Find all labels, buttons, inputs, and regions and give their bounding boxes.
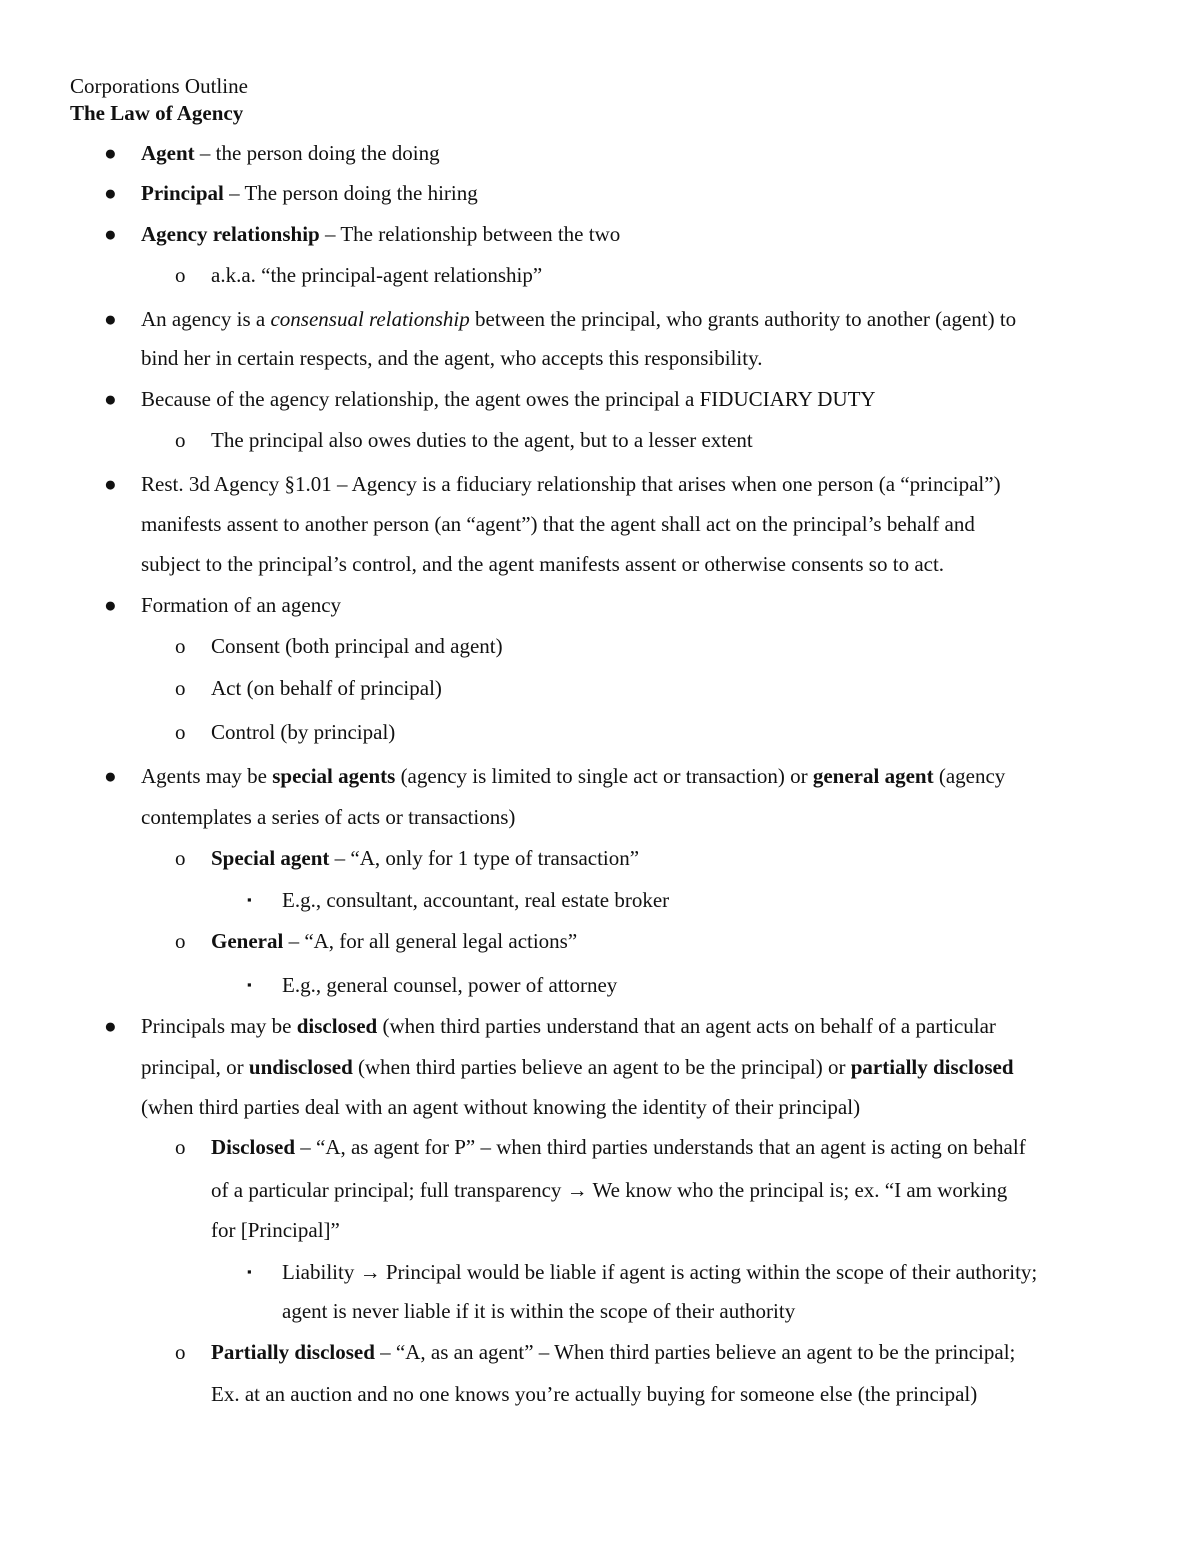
list-item-fiduciary: Because of the agency relationship, the agent owes the principal a FIDUCIARY DUTY — [141, 387, 876, 411]
term: Agent — [141, 141, 195, 165]
list-item-consensual — [141, 299, 1016, 339]
circle-marker: o — [175, 263, 186, 287]
definition: – “A, as an agent” – When third parties believe an agent to be the principal; — [374, 1340, 1016, 1364]
term: Principal — [141, 181, 224, 205]
circle-marker: o — [175, 1135, 186, 1159]
text-run: (when third parties believe an agent to be the principal) or — [352, 1055, 851, 1079]
list-item-general — [211, 921, 577, 961]
term: General — [211, 929, 284, 953]
text-run: between the principal, who grants authority to another (agent) to — [469, 307, 1017, 331]
circle-marker: o — [175, 1340, 186, 1364]
list-item-restatement-line1: Rest. 3d Agency §1.01 – Agency is a fiduciary relationship that arises when one person (a “principal”) — [141, 472, 1001, 496]
document-subtitle: Corporations Outline — [70, 74, 248, 98]
list-item-agent-types — [141, 756, 1005, 796]
bullet-marker: ● — [104, 387, 117, 411]
term: disclosed — [296, 1014, 378, 1038]
term: Disclosed — [211, 1135, 295, 1159]
list-item-aka: a.k.a. “the principal-agent relationship” — [211, 263, 543, 287]
list-item-disclosed-line2: of a particular principal; full transparency → We know who the principal is; ex. “I am working — [211, 1178, 1008, 1202]
bullet-marker: ● — [104, 593, 117, 617]
bullet-marker: ● — [104, 472, 117, 496]
list-item-special-agent — [211, 838, 639, 878]
circle-marker: o — [175, 846, 186, 870]
circle-marker: o — [175, 676, 186, 700]
list-item-agent — [141, 133, 440, 173]
term: Agency relationship — [141, 222, 320, 246]
bullet-marker: ● — [104, 307, 117, 331]
text-run: principal, or — [141, 1055, 249, 1079]
bullet-marker: ● — [104, 1014, 117, 1038]
definition: – The person doing the hiring — [223, 181, 478, 205]
list-item-agency-relationship — [141, 214, 620, 254]
circle-marker: o — [175, 634, 186, 658]
document-title: The Law of Agency — [70, 101, 244, 125]
definition: – “A, as agent for P” – when third parties understands that an agent is acting on behalf — [295, 1135, 1026, 1159]
term: Partially disclosed — [211, 1340, 375, 1364]
term: general agent — [812, 764, 934, 788]
term: undisclosed — [248, 1055, 353, 1079]
bullet-marker: ● — [104, 141, 117, 165]
text-run: An agency is a — [141, 307, 271, 331]
text-run: (agency is limited to single act or transaction) or — [395, 764, 813, 788]
list-item-partially-disclosed-line2: Ex. at an auction and no one knows you’re actually buying for someone else (the principal) — [211, 1382, 978, 1406]
list-item-consent: Consent (both principal and agent) — [211, 634, 503, 658]
list-item-principal-types — [141, 1006, 996, 1046]
bullet-marker: ● — [104, 222, 117, 246]
list-item-disclosed — [211, 1127, 1026, 1167]
square-marker: ▪ — [247, 977, 252, 992]
list-item-consensual-cont: bind her in certain respects, and the agent, who accepts this responsibility. — [141, 346, 763, 370]
term: special agents — [272, 764, 396, 788]
text-run: (when third parties understand that an agent acts on behalf of a particular — [377, 1014, 996, 1038]
list-item-partially-disclosed — [211, 1332, 1015, 1372]
text-run: Principals may be — [141, 1014, 297, 1038]
list-item-control: Control (by principal) — [211, 720, 396, 744]
text-run: (agency — [933, 764, 1006, 788]
list-item-restatement-line2: manifests assent to another person (an “agent”) that the agent shall act on the principal’s behalf and — [141, 512, 975, 536]
definition: – the person doing the doing — [194, 141, 440, 165]
list-item-liability: Liability → Principal would be liable if agent is acting within the scope of their authority; — [282, 1260, 1038, 1284]
list-item-agent-types-cont: contemplates a series of acts or transactions) — [141, 805, 516, 829]
list-item-act: Act (on behalf of principal) — [211, 676, 442, 700]
bullet-marker: ● — [104, 181, 117, 205]
list-item-principal — [141, 173, 478, 213]
definition: – “A, for all general legal actions” — [283, 929, 578, 953]
term: partially disclosed — [850, 1055, 1014, 1079]
bullet-marker: ● — [104, 764, 117, 788]
definition: – The relationship between the two — [319, 222, 621, 246]
list-item-principal-types-line2 — [141, 1047, 1014, 1087]
square-marker: ▪ — [247, 892, 252, 907]
circle-marker: o — [175, 428, 186, 452]
list-item-disclosed-line3: for [Principal]” — [211, 1218, 340, 1242]
list-item-principal-types-line3: (when third parties deal with an agent without knowing the identity of their principal) — [141, 1095, 861, 1119]
square-marker: ▪ — [247, 1264, 252, 1279]
list-item-liability-line2: agent is never liable if it is within the scope of their authority — [282, 1299, 796, 1323]
circle-marker: o — [175, 929, 186, 953]
emphasis: consensual relationship — [270, 307, 470, 331]
list-item-restatement-line3: subject to the principal’s control, and the agent manifests assent or otherwise consents so to act. — [141, 552, 945, 576]
list-item-special-examples: E.g., consultant, accountant, real estate broker — [282, 888, 670, 912]
list-item-principal-duties: The principal also owes duties to the agent, but to a lesser extent — [211, 428, 753, 452]
list-item-general-examples: E.g., general counsel, power of attorney — [282, 973, 618, 997]
definition: – “A, only for 1 type of transaction” — [329, 846, 640, 870]
term: Special agent — [211, 846, 330, 870]
text-run: Agents may be — [141, 764, 273, 788]
list-item-formation: Formation of an agency — [141, 593, 342, 617]
circle-marker: o — [175, 720, 186, 744]
